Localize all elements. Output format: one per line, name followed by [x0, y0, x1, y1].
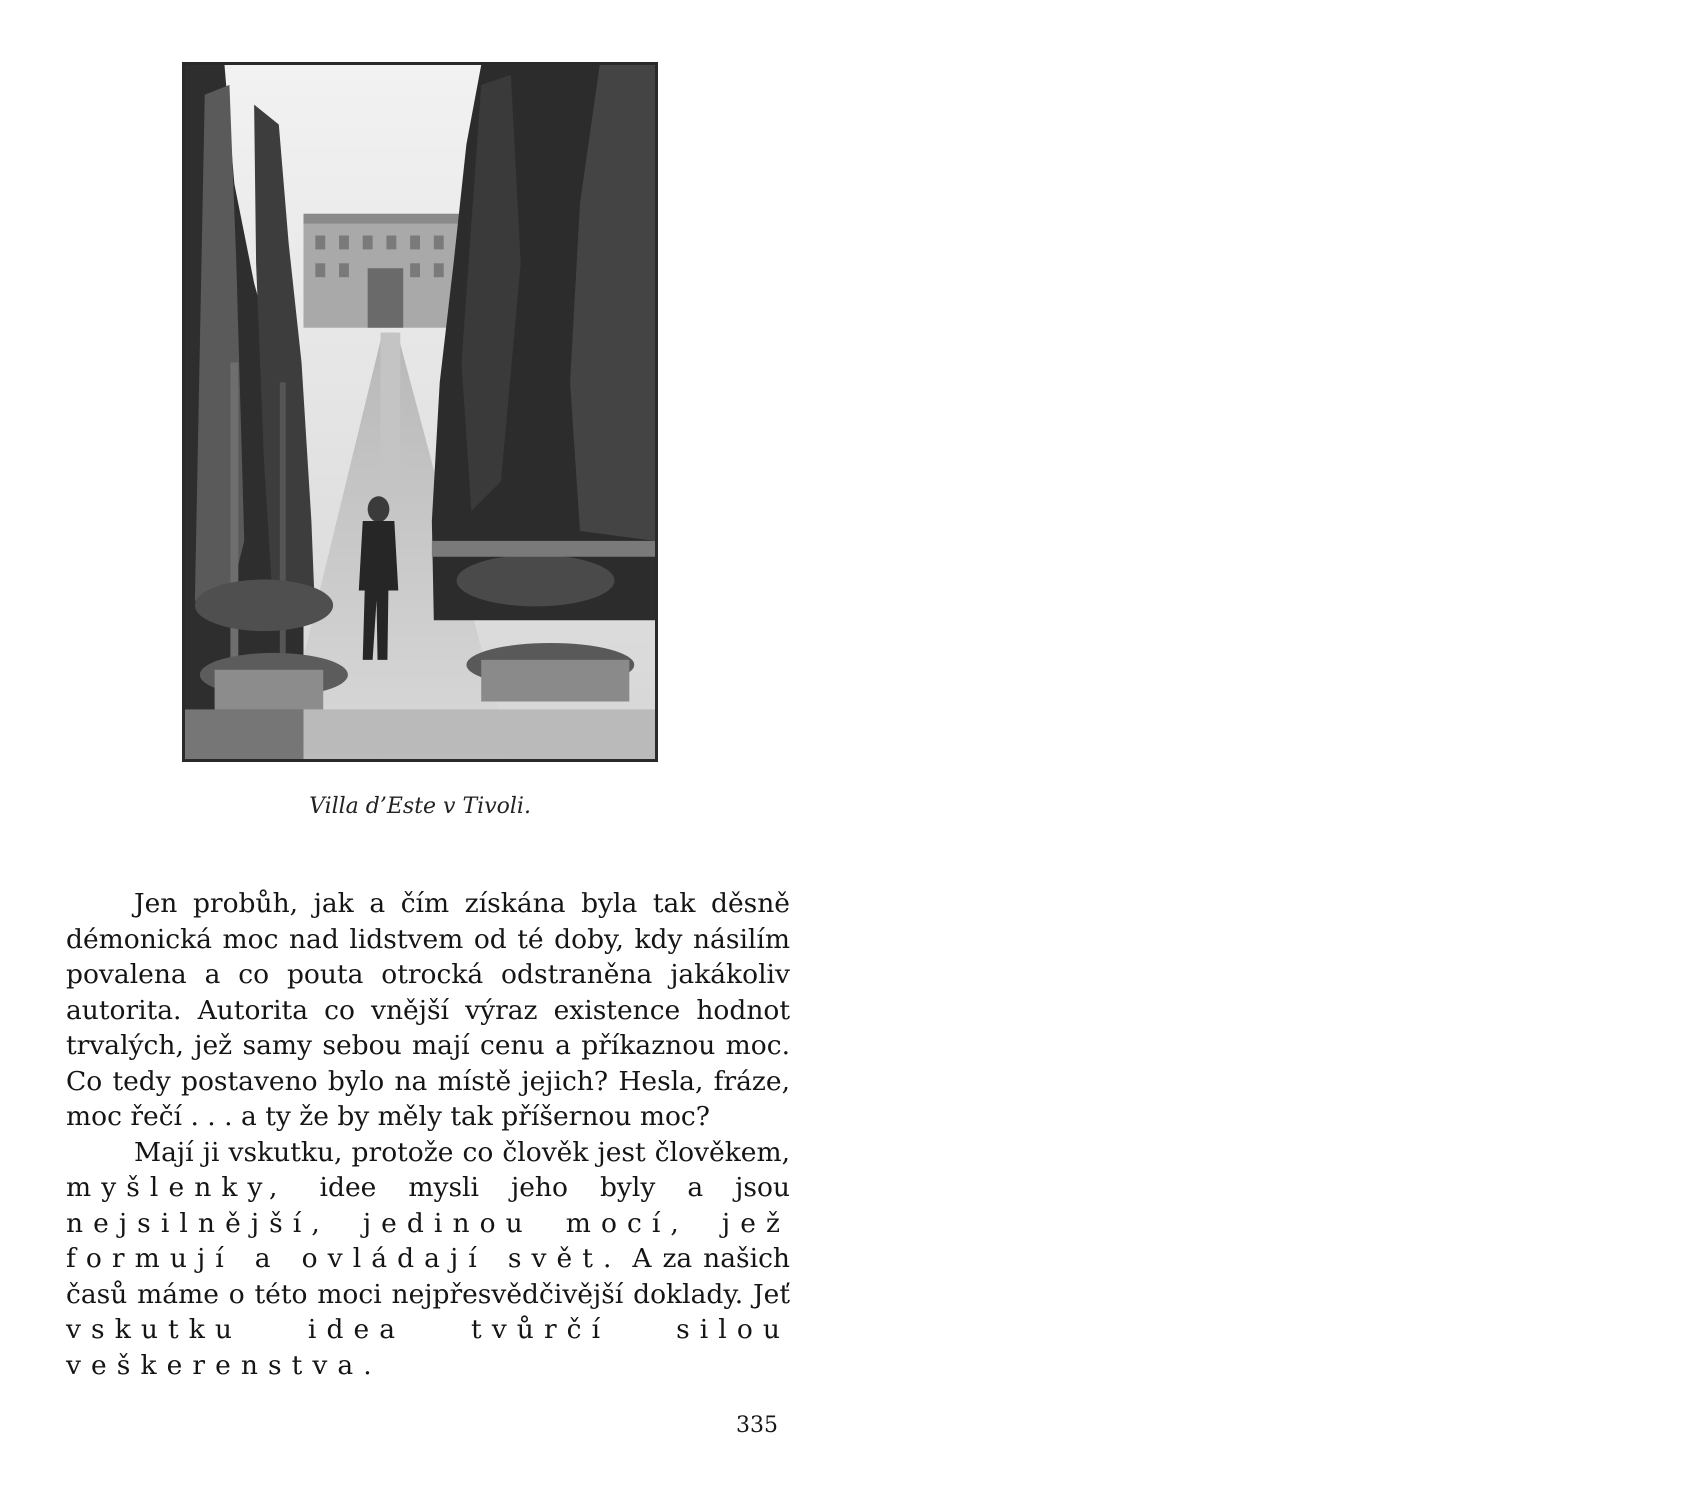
emphasis-myslenky: myšlenky, [66, 1172, 288, 1203]
photograph-image [185, 65, 655, 759]
left-paragraph-2-text-c: A za našich časů máme o této moci nejpřesvědčivější doklady. Jeť [66, 1243, 790, 1310]
emphasis-idea-tvurci: vskutku idea tvůrčí silou veškerenstva. [66, 1314, 790, 1381]
emphasis-nejsilnejsi: nejsilnější, jedinou mocí, jež formují a ovládají svět. [66, 1207, 790, 1274]
left-paragraph-2-text-b: idee mysli jeho byly a jsou [287, 1172, 790, 1203]
photo-caption: Villa d’Este v Tivoli. [309, 794, 531, 819]
left-paragraph-2 [66, 1135, 790, 1384]
left-paragraph-1: Jen probůh, jak a čím získána byla tak děsně démonická moc nad lidstvem od té doby, kdy násilím povalena a co pouta otrocká odstraněna jakákoliv autorita. Autorita co vnější výraz existence hodnot trvalých, jež samy sebou mají cenu a příkaznou moc. Co tedy postaveno bylo na místě jejich? Hesla, fráze, moc řečí . . . a ty že by měly tak příšernou moc? [66, 888, 790, 1132]
villa-deste-photograph [182, 62, 658, 762]
left-paragraph-2-text-a: Mají ji vskutku, protože co člověk jest člověkem, [134, 1136, 790, 1168]
page-number-left: 335 [736, 1413, 778, 1438]
right-page [846, 0, 1692, 1500]
left-page-text [66, 886, 790, 1383]
